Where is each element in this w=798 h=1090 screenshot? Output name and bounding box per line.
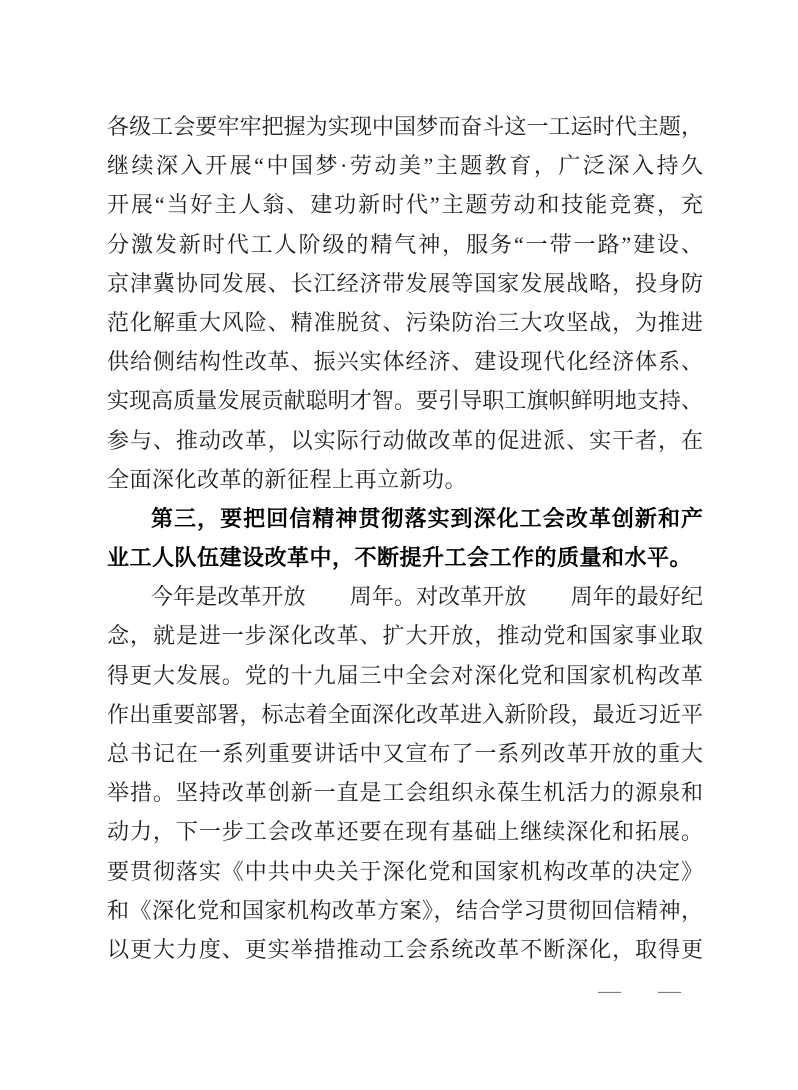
text-line: 全面深化改革的新征程上再立新功。 [107,466,468,492]
text-line: 继续深入开展“中国梦·劳动美”主题教育，广泛深入持久 [107,153,703,179]
text-line: 范化解重大风险、精准脱贫、污染防治三大攻坚战，为推进 [107,309,703,335]
document-body [107,107,703,969]
text-line: 分激发新时代工人阶级的精气神，服务“一带一路”建设、 [107,231,703,257]
text-line: 动力，下一步工会改革还要在现有基础上继续深化和拓展。 [107,819,703,845]
page-number-dash-right: — [658,978,681,1003]
text-line: 各级工会要牢牢把握为实现中国梦而奋斗这一工运时代主题， [107,114,703,139]
text-line: 今年是改革开放 周年。对改革开放 周年的最好纪 [151,584,703,610]
text-line: 作出重要部署，标志着全面深化改革进入新阶段，最近习近平 [107,701,703,727]
text-line: 参与、推动改革，以实际行动做改革的促进派、实干者，在 [107,427,703,453]
text-line: 实现高质量发展贡献聪明才智。要引导职工旗帜鲜明地支持、 [107,388,703,414]
text-line: 念，就是进一步深化改革、扩大开放，推动党和国家事业取 [107,623,703,649]
text-line: 总书记在一系列重要讲话中又宣布了一系列改革开放的重大 [107,741,703,766]
text-line: 举措。坚持改革创新一直是工会组织永葆生机活力的源泉和 [107,780,703,806]
text-line: 京津冀协同发展、长江经济带发展等国家发展战略，投身防 [107,270,703,296]
text-line: 和《深化党和国家机构改革方案》，结合学习贯彻回信精神， [107,897,703,923]
text-line: 供给侧结构性改革、振兴实体经济、建设现代化经济体系、 [107,349,703,375]
text-line: 要贯彻落实《中共中央关于深化党和国家机构改革的决定》 [107,858,703,884]
page-number-dash-left: — [598,978,621,1003]
heading-line: 业工人队伍建设改革中，不断提升工会工作的质量和水平。 [107,545,693,571]
text-line: 得更大发展。党的十九届三中全会对深化党和国家机构改革 [107,662,703,688]
text-line: 开展“当好主人翁、建功新时代”主题劳动和技能竞赛，充 [107,192,703,218]
text-line: 以更大力度、更实举措推动工会系统改革不断深化，取得更 [107,936,703,962]
heading-line: 第三，要把回信精神贯彻落实到深化工会改革创新和产 [151,505,703,531]
page-number-marker [598,979,681,1003]
